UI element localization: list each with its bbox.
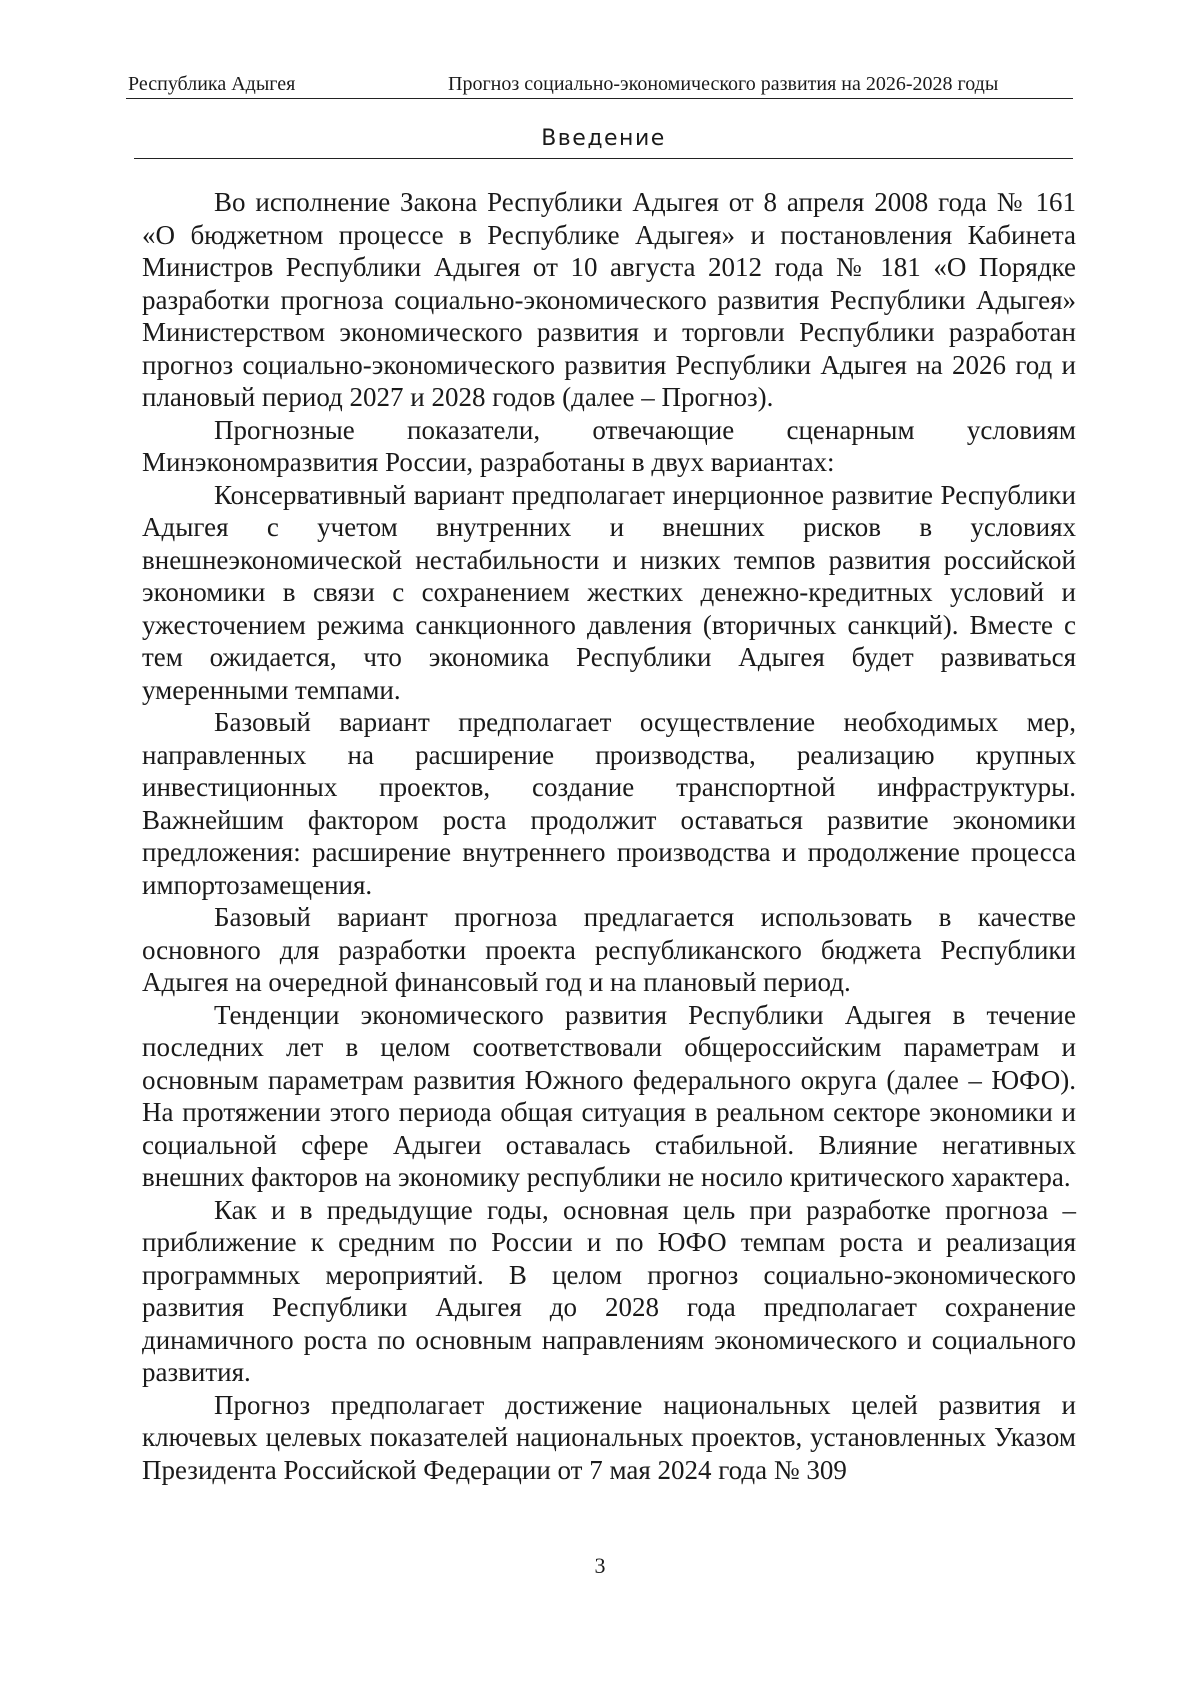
paragraph: Во исполнение Закона Республики Адыгея от 8 апреля 2008 года № 161 «О бюджетном процессе в Республике Адыгея» и постановления Кабинета Министров Республики Адыгея от 10 августа 2012 года № 181 «О Порядке разработки прогноза социально-экономического развития Республики Адыгея» Министерством экономического развития и торговли Республики разработан прогноз социально-экономического развития Республики Адыгея на 2026 год и плановый период 2027 и 2028 годов (далее – Прогноз).	[142, 187, 1076, 412]
paragraph: Прогноз предполагает достижение национальных целей развития и ключевых целевых показателей национальных проектов, установленных Указом Президента Российской Федерации от 7 мая 2024 года № 309	[142, 1389, 1076, 1485]
paragraph: Консервативный вариант предполагает инерционное развитие Республики Адыгея с учетом внутренних и внешних рисков в условиях внешнеэкономической нестабильности и низких темпов развития российской экономики в связи с сохранением жестких денежно-кредитных условий и ужесточением режима санкционного давления (вторичных санкций). Вместе с тем ожидается, что экономика Республики Адыгея будет развиваться умеренными темпами.	[142, 479, 1076, 705]
header-region: Республика Адыгея	[128, 73, 296, 95]
body-text	[142, 186, 1076, 1486]
paragraph: Базовый вариант предполагает осуществление необходимых мер, направленных на расширение производства, реализацию крупных инвестиционных проектов, создание транспортной инфраструктуры. Важнейшим фактором роста продолжит оставаться развитие экономики предложения: расширение внутреннего производства и продолжение процесса импортозамещения.	[142, 707, 1076, 900]
paragraph: Как и в предыдущие годы, основная цель при разработке прогноза – приближение к средним по России и по ЮФО темпам роста и реализация программных мероприятий. В целом прогноз социально-экономического развития Республики Адыгея до 2028 года предполагает сохранение динамичного роста по основным направлениям экономического и социального развития.	[142, 1194, 1076, 1387]
paragraph: Прогнозные показатели, отвечающие сценарным условиям Минэкономразвития России, разработаны в двух вариантах:	[142, 414, 1076, 477]
paragraph: Базовый вариант прогноза предлагается использовать в качестве основного для разработки проекта республиканского бюджета Республики Адыгея на очередной финансовый год и на плановый период.	[142, 902, 1076, 997]
running-header	[126, 72, 1073, 99]
page-number: 3	[594, 1553, 606, 1578]
header-document-title: Прогноз социально-экономического развития на 2026-2028 годы	[448, 73, 999, 95]
paragraph: Тенденции экономического развития Республики Адыгея в течение последних лет в целом соответствовали общероссийским параметрам и основным параметрам развития Южного федерального округа (далее – ЮФО). На протяжении этого периода общая ситуация в реальном секторе экономики и социальной сфере Адыгеи оставалась стабильной. Влияние негативных внешних факторов на экономику республики не носило критического характера.	[142, 999, 1076, 1192]
section-title: Введение	[134, 124, 1073, 159]
